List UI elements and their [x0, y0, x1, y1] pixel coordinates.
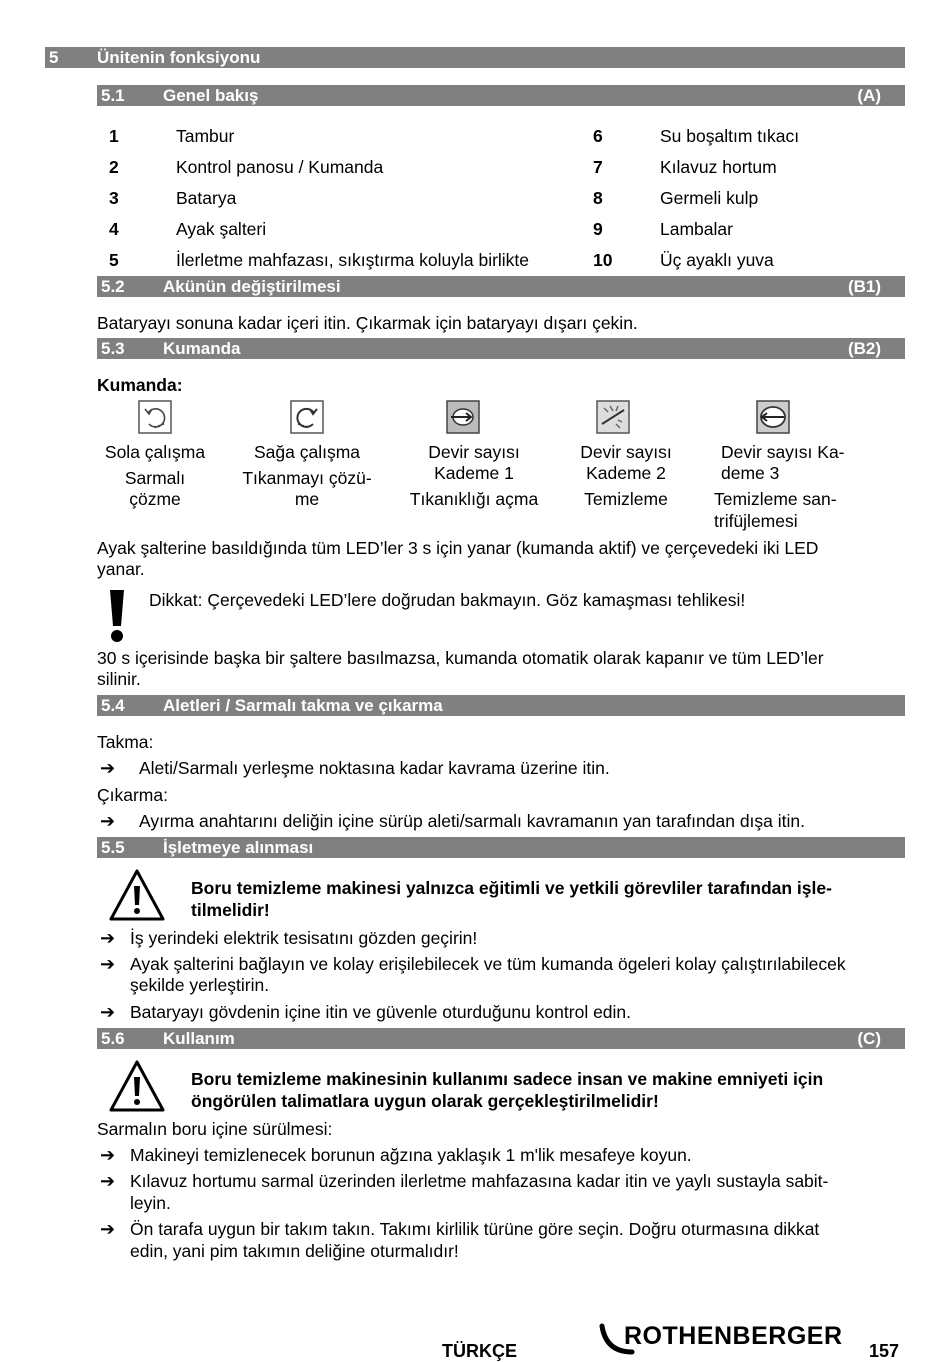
part-label: Kontrol panosu / Kumanda [176, 157, 384, 177]
startup-step: İş yerindeki elektrik tesisatını gözden geçirin! [130, 928, 478, 948]
subsection-title: Aletleri / Sarmalı takma ve çıkarma [163, 696, 443, 715]
insert-label: Takma: [97, 732, 154, 752]
part-label: Batarya [176, 188, 237, 208]
subsection-header-5-5 [97, 837, 905, 858]
subsection-number: 5.4 [101, 696, 125, 715]
led-paragraph-line: yanar. [97, 559, 145, 579]
subsection-header-5-4 [97, 695, 905, 716]
subsection-header-5-1 [97, 85, 905, 106]
page-number: 157 [869, 1341, 900, 1361]
arrow-icon: ➔ [100, 954, 116, 974]
part-number: 8 [593, 188, 603, 208]
exclamation-icon [106, 588, 128, 644]
footer-language: TÜRKÇE [442, 1341, 517, 1361]
section-number: 5 [49, 48, 59, 67]
speed-3-icon [756, 400, 790, 434]
subsection-number: 5.1 [101, 86, 125, 105]
figure-reference: (C) [857, 1029, 881, 1048]
control-label-line: Sağa çalışma [253, 442, 361, 462]
insert-step: Aleti/Sarmalı yerleşme noktasına kadar kavrama üzerine itin. [139, 758, 610, 778]
subsection-header-5-6 [97, 1028, 905, 1049]
control-label-line: Temizleme san- [714, 489, 837, 509]
control-label-line: çözme [129, 489, 181, 509]
timeout-paragraph-line: silinir. [97, 669, 141, 689]
arrow-icon: ➔ [100, 928, 116, 948]
warning-triangle-icon [108, 868, 166, 922]
control-label-line: deme 3 [721, 463, 780, 483]
part-label: Germeli kulp [660, 188, 759, 208]
usage-step: edin, yani pim takımın deliğine oturmalıdır! [130, 1241, 459, 1261]
startup-step: şekilde yerleştirin. [130, 975, 270, 995]
control-label-line: Sola çalışma [104, 442, 206, 462]
subsection-number: 5.5 [101, 838, 125, 857]
control-label-line: Temizleme [584, 489, 668, 509]
control-label-line: Kademe 2 [586, 463, 666, 483]
subsection-number: 5.2 [101, 277, 125, 296]
control-label-line: Tıkanmayı çözü- [242, 468, 372, 488]
usage-step: Makineyi temizlenecek borunun ağzına yaklaşık 1 m'lik mesafeye koyun. [130, 1145, 692, 1165]
rotate-right-icon [290, 400, 324, 434]
subsection-header-5-3 [97, 338, 905, 359]
part-number: 2 [109, 157, 119, 177]
control-label-line: Tıkanıklığı açma [409, 489, 539, 509]
subsection-number: 5.6 [101, 1029, 125, 1048]
rotate-left-icon [138, 400, 172, 434]
part-number: 6 [593, 126, 603, 146]
remove-label: Çıkarma: [97, 785, 168, 805]
arrow-icon: ➔ [100, 1219, 116, 1239]
part-label: Ayak şalteri [176, 219, 267, 239]
arrow-icon: ➔ [100, 1171, 116, 1191]
startup-step: Bataryayı gövdenin içine itin ve güvenle oturduğunu kontrol edin. [130, 1002, 632, 1022]
warning-bold-line: tilmelidir! [191, 900, 270, 920]
arrow-icon: ➔ [100, 758, 116, 778]
timeout-paragraph-line: 30 s içerisinde başka bir şaltere basılmazsa, kumanda otomatik olarak kapanır ve tüm LED’ler [97, 648, 824, 668]
warning-triangle-icon [108, 1059, 166, 1113]
section-title: Ünitenin fonksiyonu [97, 48, 261, 67]
part-label: Kılavuz hortum [660, 157, 777, 177]
part-number: 10 [593, 250, 613, 270]
part-label: Lambalar [660, 219, 733, 239]
battery-text: Bataryayı sonuna kadar içeri itin. Çıkarmak için bataryayı dışarı çekin. [97, 313, 638, 333]
control-label-line: Devir sayısı Ka- [721, 442, 845, 462]
subsection-title: İşletmeye alınması [163, 838, 314, 857]
usage-step: Ön tarafa uygun bir takım takın. Takımı kirlilik türüne göre seçin. Doğru oturmasına dikkat [130, 1219, 820, 1239]
section-header [45, 47, 905, 68]
arrow-icon: ➔ [100, 811, 116, 831]
usage-intro: Sarmalın boru içine sürülmesi: [97, 1119, 333, 1139]
warning-bold-line: öngörülen talimatlara uygun olarak gerçekleştirilmelidir! [191, 1091, 659, 1111]
part-number: 4 [109, 219, 119, 239]
warning-text: Dikkat: Çerçevedeki LED’lere doğrudan bakmayın. Göz kamaşması tehlikesi! [149, 590, 746, 610]
part-label: İlerletme mahfazası, sıkıştırma koluyla birlikte [176, 250, 530, 270]
part-number: 5 [109, 250, 119, 270]
part-number: 7 [593, 157, 603, 177]
part-number: 3 [109, 188, 119, 208]
figure-reference: (B1) [847, 277, 881, 296]
warning-bold-line: Boru temizleme makinesi yalnızca eğitimli ve yetkili görevliler tarafından işle- [191, 878, 832, 898]
usage-step: Kılavuz hortumu sarmal üzerinden ilerletme mahfazasına kadar itin ve yaylı sustayla sabit- [130, 1171, 829, 1191]
arrow-icon: ➔ [100, 1145, 116, 1165]
subsection-title: Kumanda [163, 339, 241, 358]
control-label-line: Devir sayısı [428, 442, 520, 462]
part-label: Su boşaltım tıkacı [660, 126, 800, 146]
usage-step: leyin. [130, 1193, 171, 1213]
warning-bold-line: Boru temizleme makinesinin kullanımı sadece insan ve makine emniyeti için [191, 1069, 824, 1089]
subsection-number: 5.3 [101, 339, 125, 358]
part-label: Üç ayaklı yuva [660, 250, 774, 270]
brand-logo [598, 1320, 850, 1360]
speed-1-icon [446, 400, 480, 434]
subsection-title: Kullanım [163, 1029, 235, 1048]
part-label: Tambur [176, 126, 235, 146]
led-paragraph-line: Ayak şalterine basıldığında tüm LED’ler 3 s için yanar (kumanda aktif) ve çerçevedeki iki LED [97, 538, 819, 558]
subsection-title: Genel bakış [163, 86, 259, 105]
control-label-line: Devir sayısı [580, 442, 672, 462]
subsection-header-5-2 [97, 276, 905, 297]
control-label-line: Sarmalı [124, 468, 186, 488]
control-label-line: trifüjlemesi [714, 511, 798, 531]
part-number: 9 [593, 219, 603, 239]
figure-reference: (A) [857, 86, 881, 105]
brand-name: ROTHENBERGER [624, 1322, 843, 1350]
control-heading: Kumanda: [97, 375, 183, 395]
control-label-line: Kademe 1 [434, 463, 514, 483]
part-number: 1 [109, 126, 119, 146]
arrow-icon: ➔ [100, 1002, 116, 1022]
remove-step: Ayırma anahtarını deliğin içine sürüp aleti/sarmalı kavramanın yan tarafından dışa itin. [139, 811, 805, 831]
speed-2-icon [596, 400, 630, 434]
startup-step: Ayak şalterini bağlayın ve kolay erişilebilecek ve tüm kumanda ögeleri kolay çalıştırılabilecek [130, 954, 846, 974]
control-label-line: me [294, 489, 320, 509]
subsection-title: Akünün değiştirilmesi [163, 277, 341, 296]
figure-reference: (B2) [847, 339, 881, 358]
